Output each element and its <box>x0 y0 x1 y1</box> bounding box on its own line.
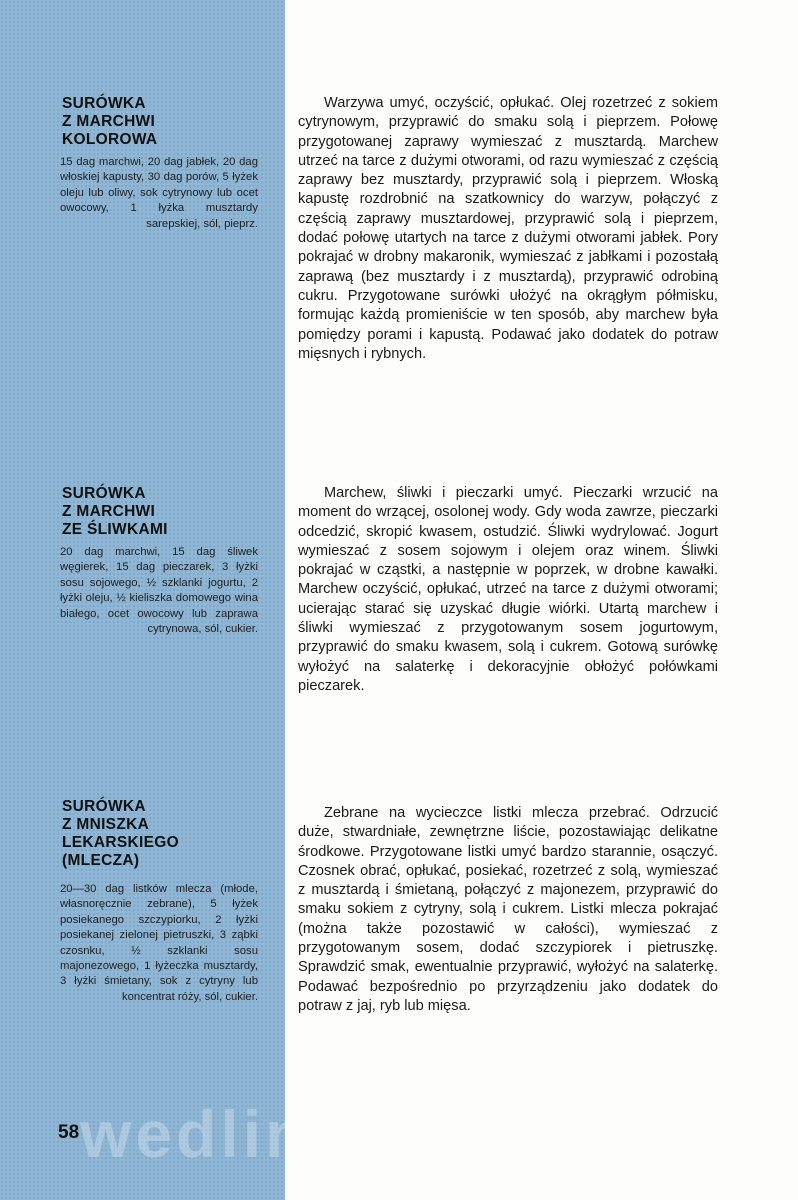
watermark: wedlinydomowe.pl <box>80 1097 731 1171</box>
recipe-2-title-line: ZE ŚLIWKAMI <box>62 521 168 538</box>
recipe-2-title <box>62 485 168 539</box>
recipe-1-method: Warzywa umyć, oczyścić, opłukać. Olej rozetrzeć z sokiem cytrynowym, przyprawić do smaku solą i pieprzem. Połowę przygotowanej zaprawy wymieszać z musztardą. Marchew utrzeć na tarce z dużymi otworami, od razu wymieszać z częścią zaprawy bez musztardy, przyprawić solą i pieprzem. Włoską kapustę rozdrobnić na szatkownicy do warzyw, połączyć z częścią zaprawy musztardowej, przyprawić solą i pieprzem, dodać połowę utartych na tarce z dużymi otworami jabłek. Pory pokrajać w drobny makaronik, wymieszać z jabłkami i pozostałą zaprawą (bez musztardy i z musztardą), przyprawić odrobiną cukru. Przygotowane surówki ułożyć na okrągłym półmisku, formując każdą promieniście w ten sposób, aby marchew była pomiędzy porami i kapustą. Podawać jako dodatek do potraw mięsnych i rybnych. <box>298 95 718 362</box>
recipe-2-title-line: Z MARCHWI <box>62 503 156 520</box>
recipe-2-ingredients: 20 dag marchwi, 15 dag śliwek węgierek, 15 dag pieczarek, 3 łyżki sosu sojowego, ½ szklanki jogurtu, 2 łyżki oleju, ½ kieliszka domowego wina białego, ocet owocowy lub zaprawa cytrynowa, sól, cukier. <box>60 546 258 636</box>
recipe-3-title-line: SURÓWKA <box>62 798 146 815</box>
recipe-2-title-line: SURÓWKA <box>62 485 146 502</box>
recipe-3-title-line: Z MNISZKA <box>62 816 150 833</box>
recipe-3-title-line: (MLECZA) <box>62 852 140 869</box>
recipe-1-title-line: SURÓWKA <box>62 95 146 112</box>
recipe-2-method: Marchew, śliwki i pieczarki umyć. Pieczarki wrzucić na moment do wrzącej, osolonej wody. Gdy woda zawrze, pieczarki odcedzić, skropić kwasem, ostudzić. Śliwki wydrylować. Jogurt wymieszać z sosem sojowym i olejem oraz winem. Śliwki pokrajać w cząstki, a następnie w poprzek, w drobne kawałki. Marchew oczyścić, opłukać, utrzeć na tarce z dużymi otworami; ucierając starać się uzyskać długie wiórki. Utartą marchew i śliwki wymieszać z przygotowanym sosem jogurtowym, przyprawić do smaku kwasem, solą i cukrem. Gotową surówkę wyłożyć na salaterkę i dekoracyjnie obłożyć połówkami pieczarek. <box>298 485 718 694</box>
recipe-1-ingredients: 15 dag marchwi, 20 dag jabłek, 20 dag włoskiej kapusty, 30 dag porów, 5 łyżek oleju lub oliwy, sok cytrynowy lub ocet owocowy, 1 łyżka musztardy sarepskiej, sól, pieprz. <box>60 156 258 230</box>
recipe-3-ingredients: 20—30 dag listków mlecza (młode, własnoręcznie zebrane), 5 łyżek posiekanego szczypiorku, 2 łyżki posiekanej zielonej pietruszki, 3 ząbki czosnku, ½ szklanki sosu majonezowego, 1 łyżeczka musztardy, 3 łyżki śmietany, sok z cytryny lub koncentrat róży, sól, cukier. <box>60 883 258 1003</box>
recipe-1-title-line: Z MARCHWI <box>62 113 156 130</box>
recipe-3-title <box>62 798 179 870</box>
page-number: 58 <box>58 1122 80 1143</box>
recipe-1-title <box>62 95 157 149</box>
recipe-1-title-line: KOLOROWA <box>62 131 158 148</box>
recipe-3-title-line: LEKARSKIEGO <box>62 834 179 851</box>
recipe-3-method: Zebrane na wycieczce listki mlecza przebrać. Odrzucić duże, stwardniałe, zewnętrzne liście, pozostawiając delikatne środkowe. Przygotowane listki umyć bardzo starannie, osączyć. Czosnek obrać, opłukać, posiekać, rozetrzeć z solą, wymieszać z musztardą i śmietaną, połączyć z majonezem, przyprawić do smaku sokiem z cytryny, solą i cukrem. Listki mlecza pokrajać (można także pozostawić w całości), wymieszać z przygotowanym sosem, dodać szczypiorek i pietruszkę. Sprawdzić smak, ewentualnie przyprawić, wyłożyć na salaterkę. Podawać bezpośrednio po przyrządzeniu jako dodatek do potraw z jaj, ryb lub mięsa. <box>298 805 718 1014</box>
